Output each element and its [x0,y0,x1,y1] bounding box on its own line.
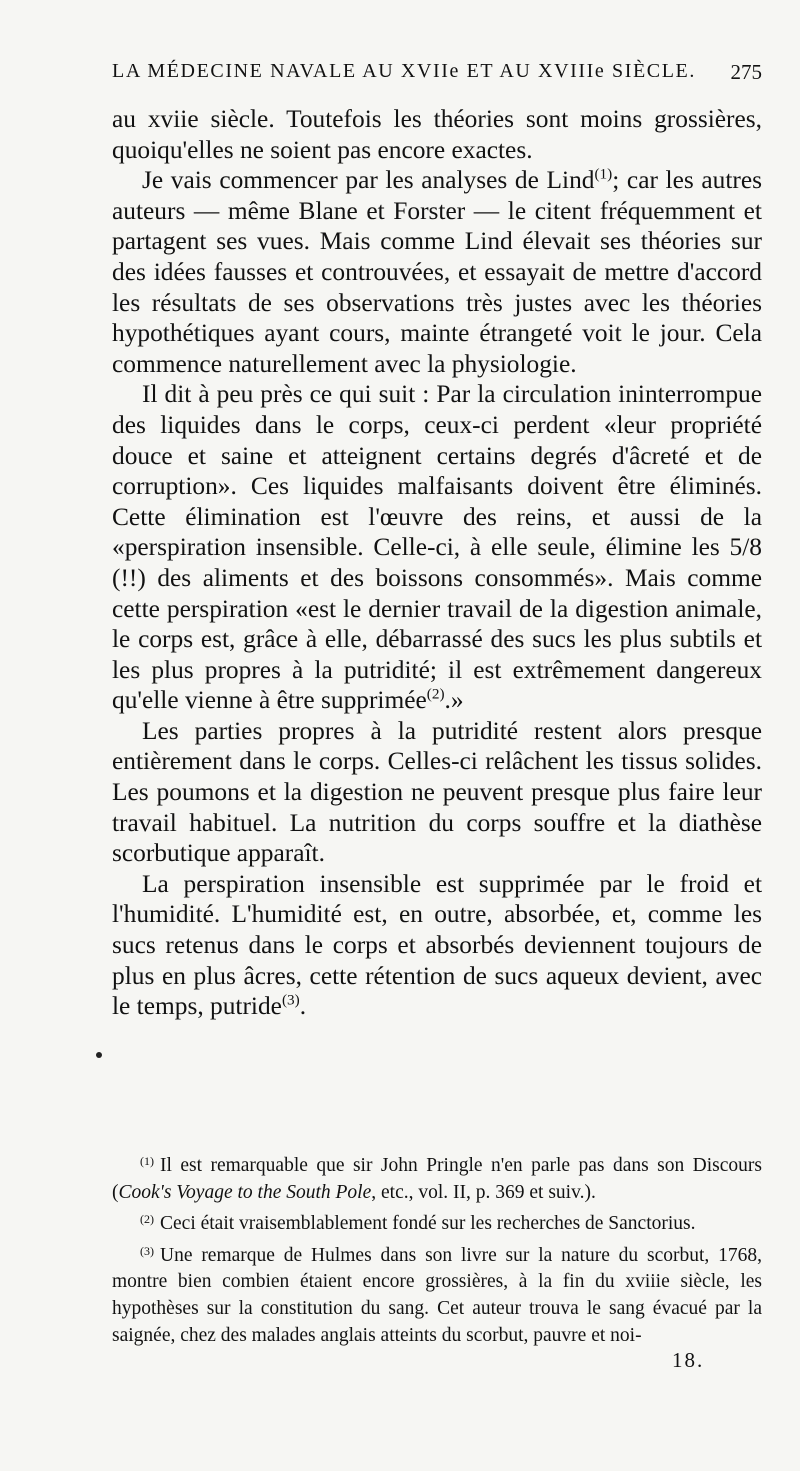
paragraph-2: Je vais commencer par les analyses de Lind$^{(1)}$; car les autres auteurs — même Blane et Forster — le citent fréquemment et partagent ses vues. Mais comme Lind élevait ses théories sur des idées fausses et controuvées, et essayait de mettre d'accord les résultats de ses observations très justes avec les théories hypothétiques ayant cours, mainte étrangeté voit le jour. Cela commence naturellement avec la physiologie. [112,165,763,378]
footnote-3: $^{(3)}$ Une remarque de Hulmes dans son livre sur la nature du scorbut, 1768, montre bien combien étaient encore grossières, à la fin du xviiie siècle, les hypothèses sur la constitution du sang. Cet auteur trouva le sang évacué par la saignée, chez des malades anglais atteints du scorbut, pauvre et noi- [112,1243,762,1346]
footnote-1-title: Cook's Voyage to the South Pole [118,1181,372,1203]
footnote-ref-2: (2) [426,685,445,703]
paragraph-3: Il dit à peu près ce qui suit : Par la circulation ininterrompue des liquides dans le corps, ceux-ci perdent «leur propriété douce et saine et atteignent certains degrés d'âcreté et de corruption». Ces liquides malfaisants doivent être éliminés. Cette élimination est l'œuvre des reins, et aussi de la «perspiration insensible. Celle-ci, à elle seule, élimine les 5/8 (!!) des aliments et des boissons consommés». Mais comme cette perspiration «est le dernier travail de la digestion animale, le corps est, grâce à elle, débarrassé des sucs les plus subtils et les plus propres à la putridité; il est extrêmement dangereux qu'elle vienne à être supprimée$^{(2)}$.» [112,380,762,715]
footnote-1: $^{(1)}$ Il est remarquable que sir John Pringle n'en parle pas dans son Discours (Cook's Voyage to the South Pole, etc., vol. II, p. 369 et suiv.). [112,1154,762,1203]
running-head [112,60,762,90]
paragraph-1: au xviie siècle. Toutefois les théories sont moins grossières, quoiqu'elles ne soient pas encore exactes. [112,105,762,164]
footnote-ref-3: (3) [281,991,300,1009]
footnote-2: $^{(2)}$ Ceci était vraisemblablement fondé sur les recherches de Sanctorius. [140,1212,696,1235]
page-number: 275 [730,60,762,84]
footnote-ref-1: (1) [594,165,613,183]
paragraph-4: Les parties propres à la putridité restent alors presque entièrement dans le corps. Celles-ci relâchent les tissus solides. Les poumons et la digestion ne peuvent presque plus faire leur travail habituel. La nutrition du corps souffre et la diathèse scorbutique apparaît. [112,716,762,868]
paragraph-5: La perspiration insensible est supprimée par le froid et l'humidité. L'humidité est, en outre, absorbée, et, comme les sucs retenus dans le corps et absorbés deviennent toujours de plus en plus âcres, cette rétention de sucs aqueux devient, avec le temps, putride$^{(3)}$. [112,869,762,1021]
footnotes [112,1148,762,1349]
running-title: LA MÉDECINE NAVALE AU XVIIe ET AU XVIIIe SIÈCLE. [112,60,696,82]
margin-dot [96,1052,102,1058]
body-text [112,104,762,1022]
signature-mark: 18. [672,1348,705,1372]
